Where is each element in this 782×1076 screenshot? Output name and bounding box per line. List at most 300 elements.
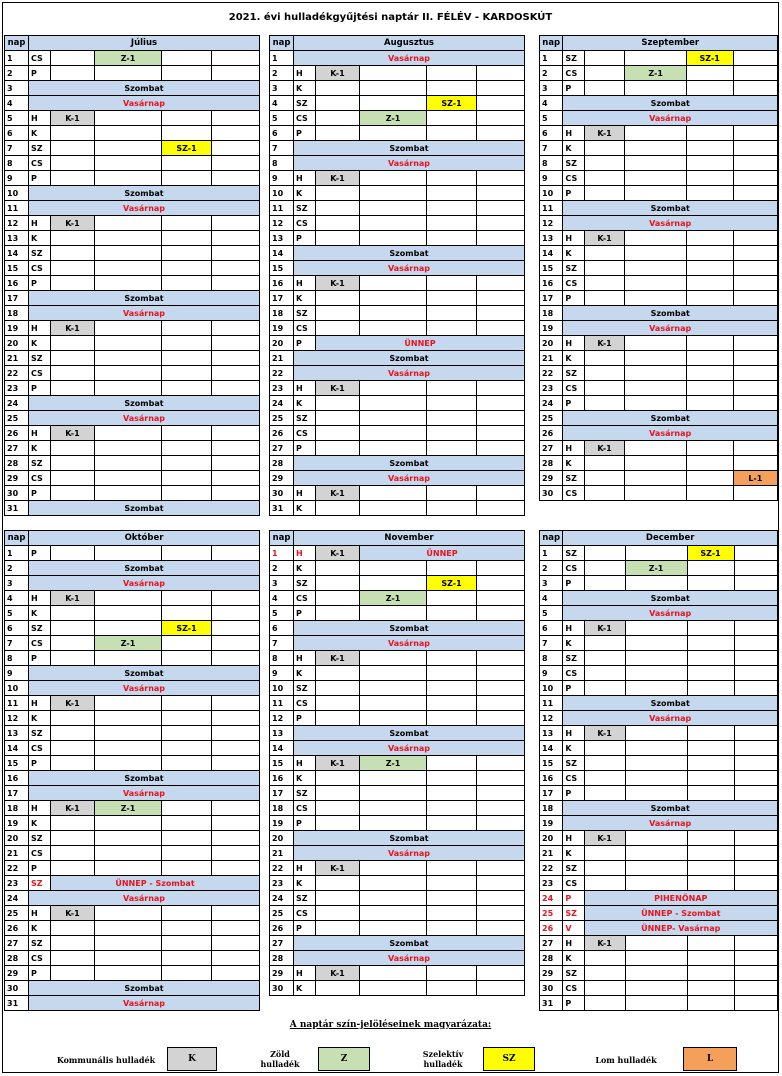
empty-cell <box>584 156 625 171</box>
empty-cell <box>316 576 360 591</box>
empty-cell <box>477 231 525 246</box>
table-row <box>540 816 778 831</box>
empty-cell <box>427 81 477 96</box>
day-number: 9 <box>270 666 294 681</box>
table-row <box>270 726 525 741</box>
empty-cell <box>733 66 777 81</box>
empty-cell <box>686 141 733 156</box>
empty-cell <box>316 411 360 426</box>
empty-cell <box>427 111 477 126</box>
weekday: SZ <box>563 546 584 561</box>
weekday: K <box>563 951 584 966</box>
weekday: H <box>294 171 316 186</box>
weekday: K <box>294 291 316 306</box>
day-number: 28 <box>5 456 29 471</box>
empty-cell <box>733 141 777 156</box>
table-row <box>540 306 778 321</box>
empty-cell <box>427 666 477 681</box>
empty-cell <box>584 966 625 981</box>
collection-cell: K-1 <box>316 966 360 981</box>
table-row <box>5 771 260 786</box>
empty-cell <box>95 216 162 231</box>
empty-cell <box>95 726 162 741</box>
empty-cell <box>95 261 162 276</box>
weekday: CS <box>563 981 584 996</box>
empty-cell <box>95 591 162 606</box>
weekday: K <box>294 396 316 411</box>
empty-cell <box>427 966 477 981</box>
empty-cell <box>687 621 734 636</box>
empty-cell <box>733 126 777 141</box>
empty-cell <box>686 351 733 366</box>
day-number: 13 <box>540 231 563 246</box>
weekday: P <box>29 966 51 981</box>
empty-cell <box>360 711 427 726</box>
day-number: 2 <box>270 66 294 81</box>
day-number: 1 <box>5 51 29 66</box>
table-row <box>540 921 778 936</box>
empty-cell <box>51 141 95 156</box>
empty-cell <box>51 861 95 876</box>
table-row <box>540 441 778 456</box>
weekday: P <box>29 486 51 501</box>
table-row <box>540 321 778 336</box>
table-row <box>540 801 778 816</box>
weekday: SZ <box>29 621 51 636</box>
empty-cell <box>686 456 733 471</box>
empty-cell <box>625 681 687 696</box>
empty-cell <box>316 771 360 786</box>
table-row <box>270 741 525 756</box>
table-row <box>270 876 525 891</box>
empty-cell <box>687 666 734 681</box>
day-number: 20 <box>5 831 29 846</box>
table-row <box>540 771 778 786</box>
weekday: K <box>29 921 51 936</box>
empty-cell <box>686 66 733 81</box>
empty-cell <box>212 726 260 741</box>
empty-cell <box>734 621 777 636</box>
day-number: 12 <box>270 216 294 231</box>
day-status: Vasárnap <box>29 201 260 216</box>
empty-cell <box>427 981 477 996</box>
empty-cell <box>733 276 777 291</box>
empty-cell <box>360 981 427 996</box>
empty-cell <box>51 816 95 831</box>
empty-cell <box>477 426 525 441</box>
day-number: 17 <box>270 786 294 801</box>
empty-cell <box>734 951 777 966</box>
empty-cell <box>584 141 625 156</box>
collection-cell: Z-1 <box>360 111 427 126</box>
empty-cell <box>477 891 525 906</box>
day-number: 26 <box>270 426 294 441</box>
empty-cell <box>427 786 477 801</box>
empty-cell <box>687 861 734 876</box>
day-number: 17 <box>540 291 563 306</box>
header-nap: nap <box>270 36 294 51</box>
empty-cell <box>212 126 260 141</box>
empty-cell <box>625 261 686 276</box>
empty-cell <box>95 846 162 861</box>
day-number: 14 <box>270 741 294 756</box>
empty-cell <box>212 816 260 831</box>
empty-cell <box>477 861 525 876</box>
empty-cell <box>95 471 162 486</box>
empty-cell <box>212 426 260 441</box>
collection-cell: K-1 <box>316 381 360 396</box>
collection-cell: K-1 <box>51 591 95 606</box>
empty-cell <box>51 606 95 621</box>
table-row <box>540 681 778 696</box>
empty-cell <box>584 486 625 501</box>
table-row <box>270 351 525 366</box>
empty-cell <box>162 861 212 876</box>
day-status: Szombat <box>29 771 260 786</box>
empty-cell <box>360 501 427 516</box>
day-number: 25 <box>540 906 563 921</box>
table-row <box>540 936 778 951</box>
collection-cell: K-1 <box>584 726 625 741</box>
empty-cell <box>162 441 212 456</box>
empty-cell <box>360 651 427 666</box>
empty-cell <box>477 81 525 96</box>
collection-cell: K-1 <box>51 216 95 231</box>
empty-cell <box>51 471 95 486</box>
day-number: 30 <box>5 981 29 996</box>
empty-cell <box>316 981 360 996</box>
table-row <box>540 81 778 96</box>
day-status: Szombat <box>294 621 525 636</box>
table-row <box>5 921 260 936</box>
day-number: 18 <box>5 306 29 321</box>
day-status: Vasárnap <box>29 411 260 426</box>
weekday: H <box>294 651 316 666</box>
weekday: SZ <box>563 861 584 876</box>
table-row <box>5 96 260 111</box>
day-number: 21 <box>5 351 29 366</box>
table-row <box>5 981 260 996</box>
weekday: SZ <box>563 261 584 276</box>
empty-cell <box>51 651 95 666</box>
day-number: 20 <box>270 831 294 846</box>
table-row <box>270 771 525 786</box>
day-number: 2 <box>540 66 563 81</box>
empty-cell <box>95 546 162 561</box>
empty-cell <box>51 966 95 981</box>
empty-cell <box>734 756 777 771</box>
empty-cell <box>625 51 686 66</box>
day-status: ÜNNEP - Szombat <box>584 906 778 921</box>
empty-cell <box>95 921 162 936</box>
day-status: Vasárnap <box>563 711 778 726</box>
day-number: 1 <box>5 546 29 561</box>
day-number: 9 <box>270 171 294 186</box>
month-table-3 <box>4 530 260 1011</box>
empty-cell <box>477 816 525 831</box>
empty-cell <box>734 861 777 876</box>
empty-cell <box>95 426 162 441</box>
day-status: Szombat <box>563 801 778 816</box>
table-row <box>5 546 260 561</box>
day-number: 9 <box>540 666 563 681</box>
weekday: K <box>294 666 316 681</box>
empty-cell <box>51 441 95 456</box>
empty-cell <box>360 786 427 801</box>
empty-cell <box>360 396 427 411</box>
empty-cell <box>360 771 427 786</box>
empty-cell <box>625 156 686 171</box>
empty-cell <box>477 576 525 591</box>
empty-cell <box>625 186 686 201</box>
weekday: SZ <box>563 651 584 666</box>
empty-cell <box>360 216 427 231</box>
day-number: 24 <box>5 891 29 906</box>
empty-cell <box>51 921 95 936</box>
day-number: 11 <box>540 201 563 216</box>
day-number: 7 <box>540 636 563 651</box>
empty-cell <box>162 321 212 336</box>
empty-cell <box>733 246 777 261</box>
empty-cell <box>625 81 686 96</box>
table-row <box>5 456 260 471</box>
weekday: P <box>29 66 51 81</box>
empty-cell <box>734 666 777 681</box>
weekday: CS <box>563 561 584 576</box>
empty-cell <box>95 381 162 396</box>
day-number: 18 <box>270 306 294 321</box>
empty-cell <box>51 546 95 561</box>
day-status: Vasárnap <box>294 51 525 66</box>
day-number: 11 <box>540 696 563 711</box>
day-number: 23 <box>270 381 294 396</box>
table-row <box>540 966 778 981</box>
empty-cell <box>360 411 427 426</box>
day-status: Szombat <box>29 561 260 576</box>
empty-cell <box>625 381 686 396</box>
empty-cell <box>686 171 733 186</box>
empty-cell <box>212 651 260 666</box>
empty-cell <box>95 126 162 141</box>
empty-cell <box>477 906 525 921</box>
empty-cell <box>625 621 687 636</box>
table-row <box>270 201 525 216</box>
weekday: K <box>29 126 51 141</box>
weekday: K <box>563 741 584 756</box>
empty-cell <box>162 366 212 381</box>
day-number: 29 <box>540 966 563 981</box>
weekday: CS <box>563 666 584 681</box>
table-row <box>540 141 778 156</box>
empty-cell <box>360 81 427 96</box>
day-status: Vasárnap <box>29 891 260 906</box>
day-status: Vasárnap <box>294 951 525 966</box>
empty-cell <box>477 201 525 216</box>
empty-cell <box>427 66 477 81</box>
table-row <box>540 126 778 141</box>
empty-cell <box>427 426 477 441</box>
empty-cell <box>733 171 777 186</box>
empty-cell <box>584 261 625 276</box>
empty-cell <box>625 276 686 291</box>
table-row <box>540 486 778 501</box>
empty-cell <box>95 711 162 726</box>
empty-cell <box>212 171 260 186</box>
table-row <box>5 51 260 66</box>
month-name: Július <box>29 36 260 51</box>
empty-cell <box>733 366 777 381</box>
table-row <box>540 51 778 66</box>
empty-cell <box>51 936 95 951</box>
empty-cell <box>625 351 686 366</box>
empty-cell <box>477 681 525 696</box>
day-number: 25 <box>270 906 294 921</box>
table-row <box>5 786 260 801</box>
collection-cell: Z-1 <box>625 66 686 81</box>
empty-cell <box>687 786 734 801</box>
empty-cell <box>477 651 525 666</box>
day-status: Szombat <box>294 351 525 366</box>
header-nap: nap <box>270 531 294 546</box>
empty-cell <box>162 111 212 126</box>
day-number: 5 <box>270 606 294 621</box>
table-row <box>270 696 525 711</box>
day-number: 13 <box>540 726 563 741</box>
empty-cell <box>162 381 212 396</box>
empty-cell <box>360 666 427 681</box>
weekday: H <box>29 321 51 336</box>
empty-cell <box>584 381 625 396</box>
empty-cell <box>51 741 95 756</box>
weekday: SZ <box>294 96 316 111</box>
empty-cell <box>51 276 95 291</box>
table-row <box>540 186 778 201</box>
empty-cell <box>584 366 625 381</box>
weekday: CS <box>563 486 584 501</box>
empty-cell <box>477 711 525 726</box>
empty-cell <box>95 651 162 666</box>
day-number: 5 <box>540 111 563 126</box>
day-number: 16 <box>540 276 563 291</box>
empty-cell <box>733 156 777 171</box>
empty-cell <box>316 876 360 891</box>
empty-cell <box>316 441 360 456</box>
empty-cell <box>584 576 625 591</box>
empty-cell <box>734 996 777 1011</box>
empty-cell <box>360 201 427 216</box>
day-number: 25 <box>540 411 563 426</box>
empty-cell <box>360 276 427 291</box>
day-number: 3 <box>540 81 563 96</box>
empty-cell <box>51 336 95 351</box>
collection-cell: K-1 <box>316 276 360 291</box>
day-number: 28 <box>270 951 294 966</box>
table-row <box>5 606 260 621</box>
empty-cell <box>162 726 212 741</box>
table-row <box>540 711 778 726</box>
table-row <box>270 966 525 981</box>
empty-cell <box>625 366 686 381</box>
table-row <box>540 336 778 351</box>
day-number: 25 <box>5 906 29 921</box>
day-number: 28 <box>540 951 563 966</box>
empty-cell <box>212 756 260 771</box>
empty-cell <box>687 771 734 786</box>
weekday: SZ <box>294 201 316 216</box>
month-name: December <box>563 531 778 546</box>
empty-cell <box>95 276 162 291</box>
empty-cell <box>51 726 95 741</box>
day-status: Szombat <box>29 666 260 681</box>
table-row <box>270 621 525 636</box>
empty-cell <box>316 816 360 831</box>
day-number: 4 <box>540 591 563 606</box>
weekday: V <box>563 921 584 936</box>
weekday: H <box>563 726 584 741</box>
table-row <box>270 441 525 456</box>
day-status: Szombat <box>29 396 260 411</box>
empty-cell <box>162 951 212 966</box>
empty-cell <box>162 936 212 951</box>
table-row <box>5 966 260 981</box>
day-number: 26 <box>540 426 563 441</box>
empty-cell <box>360 921 427 936</box>
empty-cell <box>95 111 162 126</box>
weekday: P <box>29 861 51 876</box>
header-nap: nap <box>5 531 29 546</box>
table-row <box>270 711 525 726</box>
empty-cell <box>162 801 212 816</box>
month-table-2 <box>539 35 778 501</box>
weekday: P <box>563 996 584 1011</box>
day-status: Szombat <box>294 726 525 741</box>
weekday: CS <box>294 591 316 606</box>
table-row <box>5 381 260 396</box>
empty-cell <box>584 681 625 696</box>
day-number: 23 <box>5 876 29 891</box>
day-number: 30 <box>540 981 563 996</box>
weekday: H <box>294 381 316 396</box>
table-row <box>5 366 260 381</box>
weekday: K <box>563 456 584 471</box>
month-table-5 <box>539 530 778 1011</box>
empty-cell <box>477 501 525 516</box>
weekday: CS <box>294 321 316 336</box>
empty-cell <box>584 456 625 471</box>
day-number: 10 <box>540 681 563 696</box>
table-row <box>270 816 525 831</box>
empty-cell <box>686 156 733 171</box>
empty-cell <box>584 66 625 81</box>
empty-cell <box>734 876 777 891</box>
table-row <box>5 126 260 141</box>
day-number: 18 <box>270 801 294 816</box>
empty-cell <box>95 756 162 771</box>
day-status: Vasárnap <box>294 471 525 486</box>
day-number: 12 <box>270 711 294 726</box>
day-number: 27 <box>5 936 29 951</box>
table-row <box>270 891 525 906</box>
day-number: 16 <box>5 771 29 786</box>
table-row <box>5 141 260 156</box>
empty-cell <box>162 246 212 261</box>
day-number: 24 <box>540 891 563 906</box>
empty-cell <box>625 456 686 471</box>
day-number: 29 <box>540 471 563 486</box>
weekday: CS <box>563 381 584 396</box>
weekday: H <box>563 231 584 246</box>
empty-cell <box>95 456 162 471</box>
